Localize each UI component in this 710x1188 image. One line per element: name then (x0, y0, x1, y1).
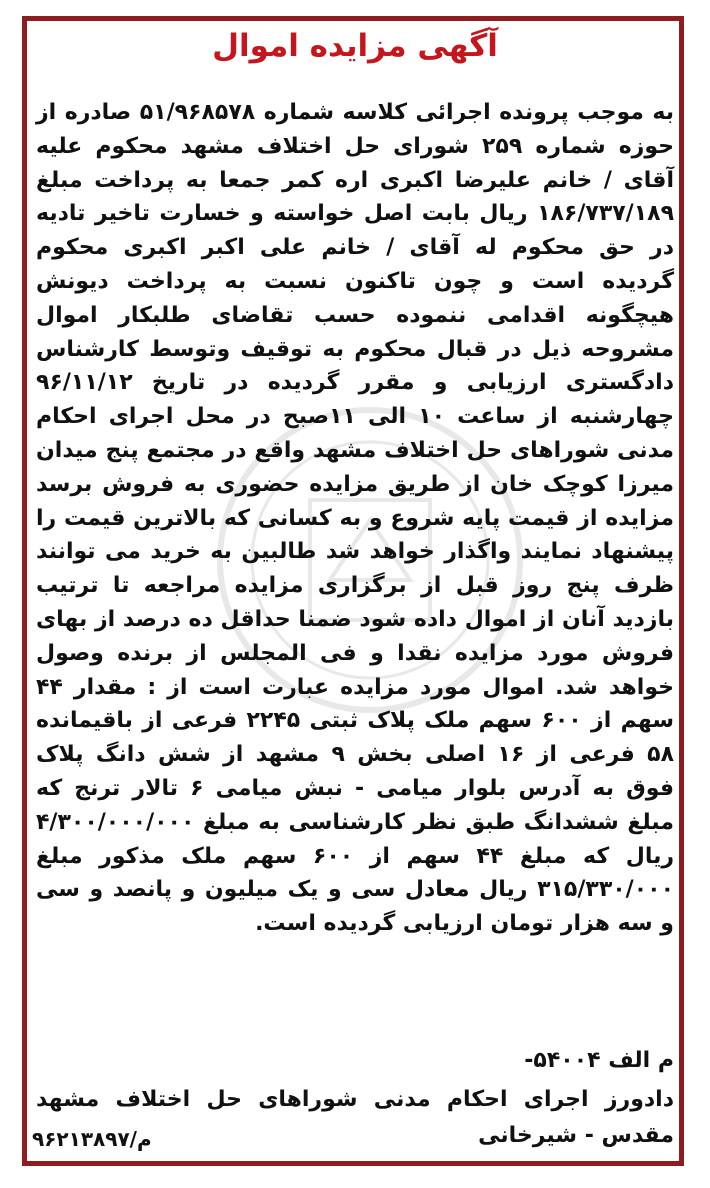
notice-signature: دادورز اجرای احکام مدنی شوراهای حل اختلاف مشهد مقدس - شیرخانی (36, 1087, 674, 1148)
notice-title: آگهی مزایده اموال (212, 28, 498, 64)
notice-reference: م الف ۵۴۰۰۴- (524, 1048, 674, 1073)
notice-body: به موجب پرونده اجرائی کلاسه شماره ۵۱/۹۶۸۵۷۸ صادره از حوزه شماره ۲۵۹ شورای حل اختلاف مشهد محکوم علیه آقای / خانم علیرضا اکبری اره کمر جمعا به پرداخت مبلغ ۱۸۶/۷۳۷/۱۸۹ ریال بابت اصل خواسته و خسارت تاخیر تادیه در حق محکوم له آقای / خانم علی اکبر اکبری محکوم گردیده است و چون تاکنون نسبت به پرداخت دیونش هیچگونه اقدامی ننموده حسب تقاضای طلبکار اموال مشروحه ذیل در قبال محکوم به توقیف وتوسط کارشناس دادگستری ارزیابی و مقرر گردیده در تاریخ ۹۶/۱۱/۱۲ چهارشنبه از ساعت ۱۰ الی ۱۱صبح در محل اجرای احکام مدنی شوراهای حل اختلاف مشهد واقع در مجتمع پنج میدان میرزا کوچک خان از طریق مزایده حضوری به فروش برسد مزایده از قیمت پایه شروع و به کسانی که بالاترین قیمت را پیشنهاد نمایند واگذار خواهد شد طالبین به خرید می توانند ظرف پنج روز قبل از برگزاری مزایده مراجعه تا ترتیب بازدید آنان از اموال داده شود ضمنا حداقل ده درصد از بهای فروش مورد مزایده نقدا و فی المجلس از برنده وصول خواهد شد. اموال مورد مزایده عبارت است از : مقدار ۴۴ سهم از ۶۰۰ سهم ملک پلاک ثبتی ۲۲۴۵ فرعی از باقیمانده ۵۸ فرعی از ۱۶ اصلی بخش ۹ مشهد از شش دانگ پلاک فوق به آدرس بلوار میامی - نبش میامی ۶ تالار ترنج که مبلغ ششدانگ طبق نظر کارشناسی به مبلغ ۴/۳۰۰/۰۰۰/۰۰۰ ریال که مبلغ ۴۴ سهم از ۶۰۰ سهم ملک مذکور مبلغ ۳۱۵/۳۳۰/۰۰۰ ریال معادل سی و یک میلیون و پانصد و سی و سه هزار تومان ارزیابی گردیده است. (36, 100, 675, 937)
notice-code: م/۹۶۲۱۳۸۹۷ (32, 1127, 152, 1151)
